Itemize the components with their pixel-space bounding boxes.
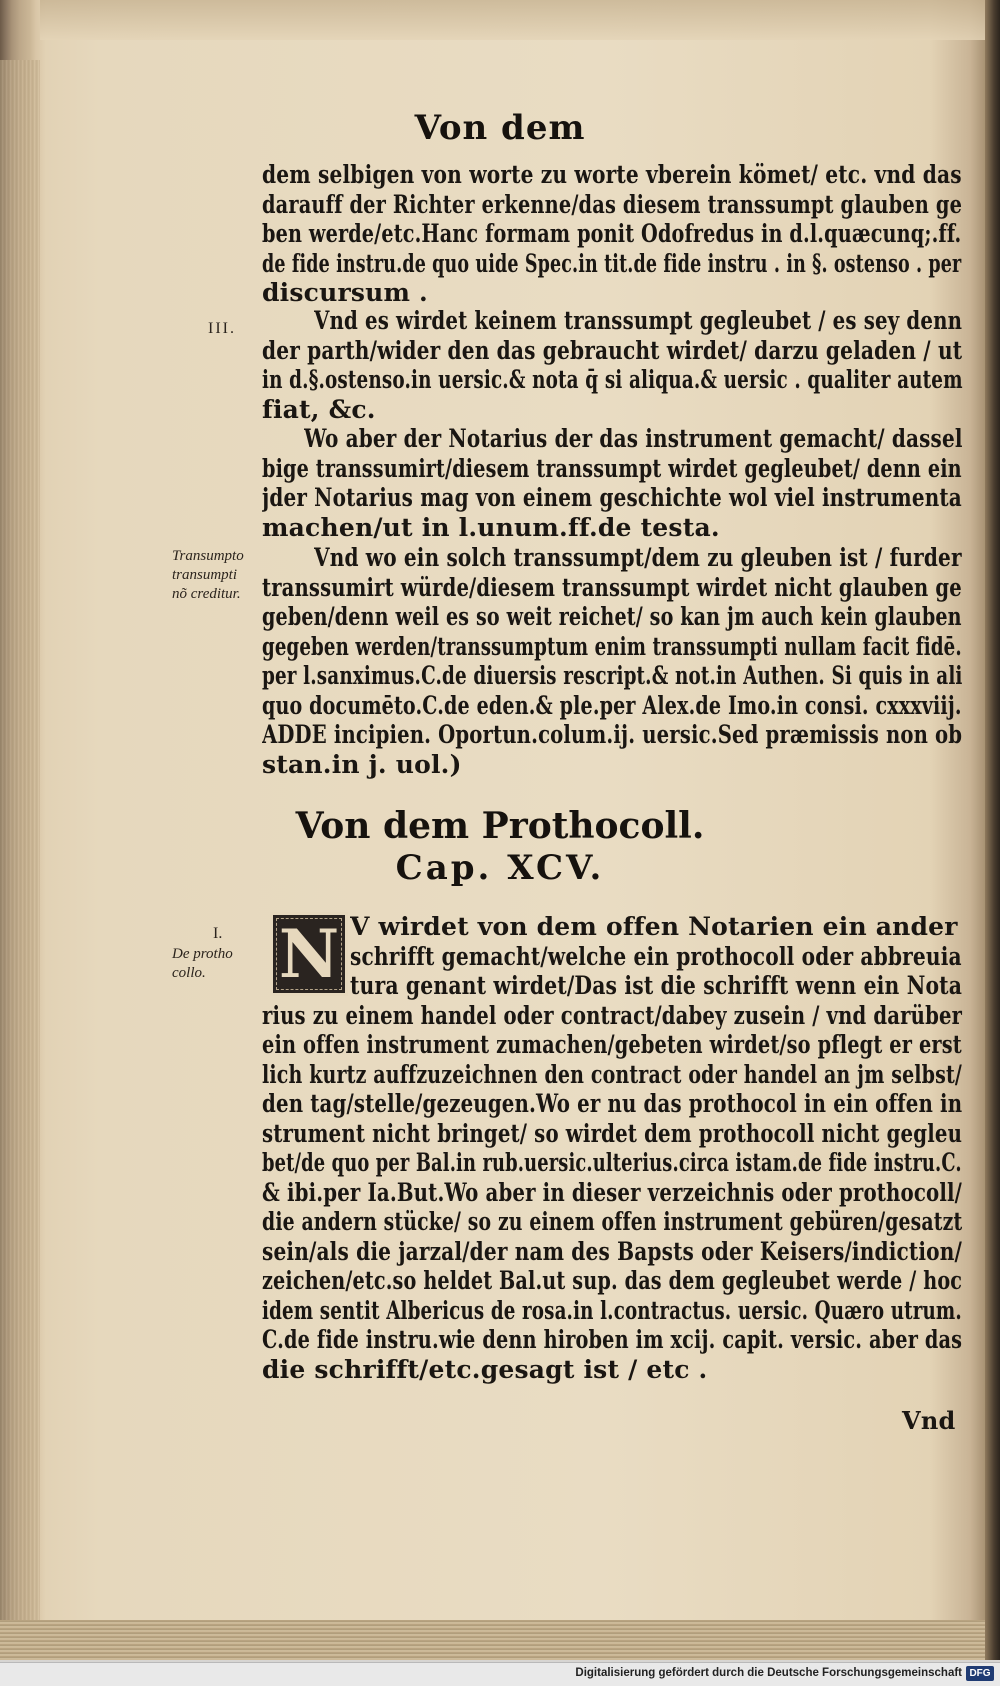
- text-line: in d.§.ostenso.in uersic.& nota q̄ si aliqua.& uersic . qualiter autem: [262, 365, 963, 394]
- page-edges-bottom: [0, 1620, 1000, 1660]
- text-line: der parth/wider den das gebraucht wirdet/ darzu geladen / ut: [262, 335, 963, 365]
- drop-cap-initial: [270, 912, 348, 996]
- margin-marker-i: I.: [213, 925, 223, 942]
- text-line: bet/de quo per Bal.in rub.uersic.ulterius.circa istam.de fide instru.C.: [262, 1148, 962, 1177]
- margin-note-line: collo.: [172, 965, 206, 981]
- text-line: fiat, &c.: [262, 394, 376, 424]
- text-line: darauff der Richter erkenne/das diesem transsumpt glauben ge: [262, 189, 963, 219]
- chapter-title: Von dem Prothocoll.: [295, 805, 705, 847]
- text-line: geben/denn weil es so weit reichet/ so kan jm auch kein glauben: [262, 602, 962, 631]
- text-line: die andern stücke/ so zu einem offen instrument gebüren/gesatzt: [262, 1207, 963, 1236]
- text-line: jder Notarius mag von einem geschichte wol viel instrumenta: [262, 483, 962, 512]
- text-line: stan.in j. uol.): [262, 749, 462, 779]
- text-line: discursum .: [262, 278, 428, 307]
- margin-note-line: transumpti: [172, 567, 238, 583]
- text-line: sein/als die jarzal/der nam des Bapsts oder Keisers/indiction/: [262, 1236, 962, 1266]
- text-line: gegeben werden/transsumptum enim transsumpti nullam facit fidē.: [262, 631, 962, 661]
- text-line: schrifft gemacht/welche ein prothocoll oder abbreuia: [350, 941, 962, 971]
- footer-credit: Digitalisierung gefördert durch die Deutsche Forschungsgemeinschaft: [575, 1667, 962, 1679]
- text-line: idem sentit Albericus de rosa.in l.contractus. uersic. Quæro utrum.: [262, 1295, 962, 1325]
- text-line: rius zu einem handel oder contract/dabey zusein / vnd darüber: [262, 1000, 963, 1030]
- text-line: V wirdet von dem offen Notarien ein ander: [350, 912, 958, 941]
- text-line: C.de fide instru.wie denn hiroben im xcij. capit. versic. aber das: [262, 1325, 963, 1354]
- text-line: transsumirt würde/diesem transsumpt wirdet nicht glauben ge: [262, 572, 962, 602]
- text-line: zeichen/etc.so heldet Bal.ut sup. das dem gegleubet werde / hoc: [262, 1266, 963, 1295]
- margin-note-line: De protho: [172, 946, 233, 962]
- text-line: lich kurtz auffzuzeichnen den contract oder handel an jm selbst/: [262, 1059, 962, 1089]
- text-line: dem selbigen von worte zu worte vberein kömet/ etc. vnd das: [262, 160, 962, 189]
- drop-cap-letter: N: [278, 915, 340, 993]
- text-line: bige transsumirt/diesem transsumpt wirdet gegleubet/ denn ein: [262, 453, 962, 483]
- margin-marker-iii: III.: [208, 320, 236, 337]
- margin-note-line: Transumpto: [172, 548, 244, 564]
- text-line: ADDE incipien. Oportun.colum.ij. uersic.Sed præmissis non ob: [262, 720, 963, 749]
- text-line: Wo aber der Notarius der das instrument gemacht/ dassel: [304, 424, 963, 453]
- text-line: & ibi.per Ia.But.Wo aber in dieser verzeichnis oder prothocoll/: [262, 1177, 963, 1207]
- text-line: tura genant wirdet/Das ist die schrifft wenn ein Nota: [350, 971, 963, 1000]
- text-line: strument nicht bringet/ so wirdet dem prothocoll nicht gegleu: [262, 1118, 963, 1148]
- text-line: quo documēto.C.de eden.& ple.per Alex.de Imo.in consi. cxxxviij.: [262, 690, 962, 720]
- text-line: ben werde/etc.Hanc formam ponit Odofredus in d.l.quæcunq;.ff.: [262, 219, 962, 248]
- text-line: ein offen instrument zumachen/gebeten wirdet/so pflegt er erst: [262, 1030, 962, 1059]
- dfg-logo: DFG: [966, 1666, 994, 1681]
- text-line: Vnd es wirdet keinem transsumpt gegleubet / es sey denn: [314, 306, 963, 335]
- margin-note-line: nõ creditur.: [172, 586, 241, 602]
- chapter-number: Cap. XCV.: [395, 848, 605, 888]
- footer-bar: [0, 1662, 1000, 1686]
- catchword: Vnd: [902, 1406, 956, 1435]
- running-head: Von dem: [414, 108, 586, 148]
- text-line: de fide instru.de quo uide Spec.in tit.de fide instru . in §. ostenso . per: [262, 248, 962, 278]
- text-line: machen/ut in l.unum.ff.de testa.: [262, 512, 720, 542]
- text-line: den tag/stelle/gezeugen.Wo er nu das prothocol in ein offen in: [262, 1089, 963, 1118]
- text-line: Vnd wo ein solch transsumpt/dem zu gleuben ist / furder: [314, 543, 962, 572]
- page-top-shadow: [40, 0, 1000, 40]
- text-line: die schrifft/etc.gesagt ist / etc .: [262, 1354, 708, 1384]
- text-line: per l.sanximus.C.de diuersis rescript.& not.in Authen. Si quis in ali: [262, 661, 963, 690]
